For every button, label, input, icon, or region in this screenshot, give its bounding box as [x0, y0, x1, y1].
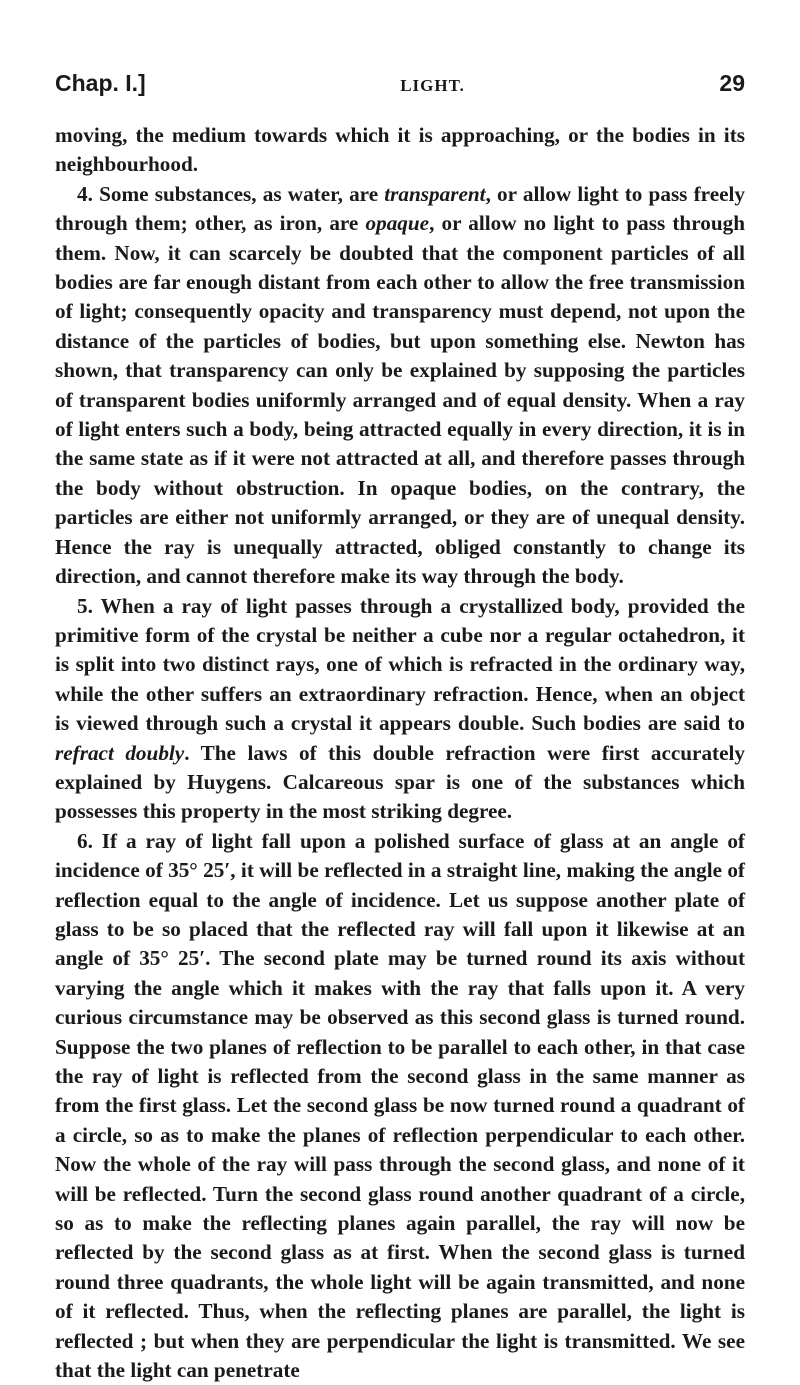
paragraph-continuation	[55, 121, 745, 180]
paragraph-4	[55, 180, 745, 592]
text-run: If a ray of light fall upon a polished surface of glass at an angle of incidence of 35° 25′, it will be reflected in a straight line, making the angle of reflection equal to the angle of incidence. Let us suppose another plate of glass to be so placed that the reflected ray will fall upon it likewise at an angle of 35° 25′. The second plate may be turned round its axis without varying the angle which it makes with the ray that falls upon it. A very curious circumstance may be observed as this second glass is turned round. Suppose the two planes of reflection to be parallel to each other, in that case the ray of light is reflected from the second glass in the same manner as from the first glass. Let the second glass be now turned round a quadrant of a circle, so as to make the planes of reflection perpendicular to each other. Now the whole of the ray will pass through the second glass, and none of it will be reflected. Turn the second glass round another quadrant of a circle, so as to make the reflecting planes again parallel, the ray will now be reflected by the second glass as at first. When the second glass is turned round three quadrants, the whole light will be again transmitted, and none of it reflected. Thus, when the reflecting planes are parallel, the light is reflected ; but when they are perpendicular the light is transmitted. We see that the light can penetrate	[55, 828, 745, 1383]
paragraph-number: 5.	[77, 593, 93, 618]
text-run: . The laws of this double refraction were first accurately explained by Huygens. Calcareous spar is one of the substances which possesses this property in the most striking degree.	[55, 740, 745, 824]
italic-term: opaque	[365, 211, 430, 236]
chapter-label: Chap. I.]	[55, 70, 146, 96]
text-run: , or allow light to pass freely through them; other, as iron, are	[55, 181, 745, 236]
paragraph-5	[55, 592, 745, 827]
text-run: Some substances, as water, are	[92, 181, 385, 206]
text-run: , or allow no light to pass through them. Now, it can scarcely be doubted that the component particles of all bodies are far enough distant from each other to allow the free transmission of light; consequently opacity and transparency must depend, not upon the distance of the particles of bodies, but upon something else. Newton has shown, that transparency can only be explained by supposing the particles of transparent bodies uniformly arranged and of equal density. When a ray of light enters such a body, being attracted equally in every direction, it is in the same state as if it were not attracted at all, and therefore passes through the body without obstruction. In opaque bodies, on the contrary, the particles are either not uniformly arranged, or they are of unequal density. Hence the ray is unequally attracted, obliged constantly to change its direction, and cannot therefore make its way through the body.	[55, 211, 745, 589]
italic-term: transparent	[384, 181, 486, 206]
running-title: LIGHT.	[400, 76, 465, 95]
body-text	[55, 121, 745, 1385]
page-header	[55, 70, 745, 97]
text-run: When a ray of light passes through a crystallized body, provided the primitive form of the crystal be neither a cube nor a regular octahedron, it is split into two distinct rays, one of which is refracted in the ordinary way, while the other suffers an extraordinary refraction. Hence, when an object is viewed through such a crystal it appears double. Such bodies are said to	[55, 593, 745, 736]
book-page	[55, 70, 745, 1385]
italic-term: refract doubly	[55, 740, 185, 765]
paragraph-number: 6.	[77, 828, 93, 853]
text-run: moving, the medium towards which it is approaching, or the bodies in its neighbourhood.	[55, 123, 745, 177]
paragraph-6	[55, 827, 745, 1385]
paragraph-number: 4.	[77, 181, 93, 206]
page-number: 29	[719, 70, 745, 96]
